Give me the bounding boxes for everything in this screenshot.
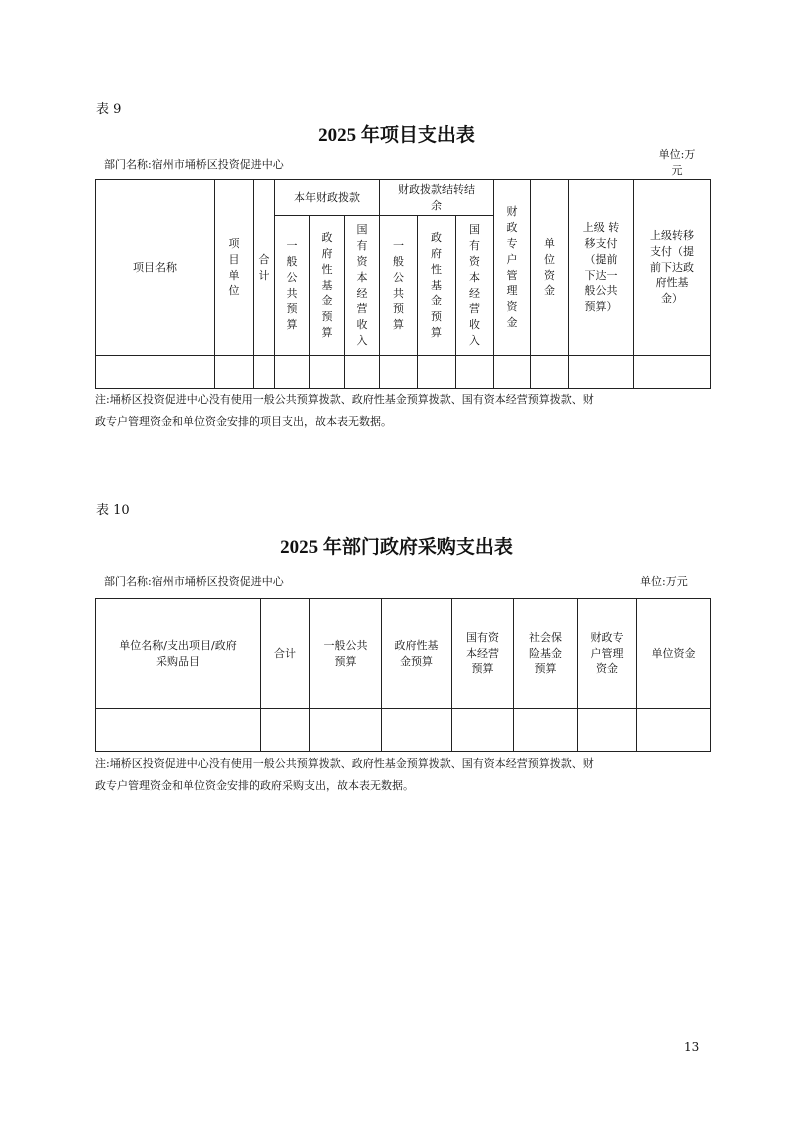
header-name: 单位名称/支出项目/政府 采购品目 — [96, 599, 261, 709]
table10-label: 表 10 — [96, 503, 130, 518]
header-carry-state-capital: 国有资本经营收入 — [456, 216, 494, 356]
table9-note-line2: 政专户管理资金和单位资金安排的项目支出，故本表无数据。 — [95, 415, 392, 428]
header-unit-fund: 单位资金 — [531, 180, 569, 356]
header-general-budget: 一般公共预算 — [275, 216, 310, 356]
header-total: 合计 — [261, 599, 310, 709]
table-row — [96, 356, 711, 389]
header-total: 合计 — [254, 180, 275, 356]
table10 — [95, 598, 711, 752]
header-project-name: 项目名称 — [96, 180, 215, 356]
header-special: 财政专 户管理 资金 — [578, 599, 637, 709]
header-carry-general-budget: 一般公共预算 — [380, 216, 418, 356]
page-number: 13 — [684, 1040, 700, 1054]
header-gov-fund: 政府性基 金预算 — [382, 599, 452, 709]
table9-dept: 部门名称:宿州市埇桥区投资促进中心 — [104, 158, 284, 171]
table10-note — [95, 753, 715, 797]
header-special-mgmt: 财政专户管理资金 — [494, 180, 531, 356]
header-upper-fund: 上级转移 支付（提 前下达政 府性基 金） — [634, 180, 711, 356]
table10-title: 2025 年部门政府采购支出表 — [280, 537, 513, 558]
header-general: 一般公共 预算 — [310, 599, 382, 709]
table9-unit-line1: 单位:万 — [658, 148, 696, 161]
header-carryover: 财政拨款结转结 余 — [380, 180, 494, 216]
header-social: 社会保 险基金 预算 — [514, 599, 578, 709]
table-row — [96, 709, 711, 752]
table10-dept: 部门名称:宿州市埇桥区投资促进中心 — [104, 575, 284, 588]
table10-unit: 单位:万元 — [640, 575, 688, 588]
table10-note-line1: 注:埇桥区投资促进中心没有使用一般公共预算拨款、政府性基金预算拨款、国有资本经营预算拨款、财 — [95, 757, 594, 770]
table9-note-line1: 注:埇桥区投资促进中心没有使用一般公共预算拨款、政府性基金预算拨款、国有资本经营预算拨款、财 — [95, 393, 594, 406]
table9-unit — [652, 146, 702, 178]
header-state-capital: 国有资 本经营 预算 — [452, 599, 514, 709]
header-state-capital: 国有资本经营收入 — [345, 216, 380, 356]
header-carry-gov-fund: 政府性基金预算 — [418, 216, 456, 356]
header-unit-fund: 单位资金 — [637, 599, 711, 709]
table9-title: 2025 年项目支出表 — [318, 125, 475, 146]
table9-note — [95, 389, 715, 433]
table9 — [95, 179, 711, 389]
table9-unit-line2: 元 — [671, 164, 683, 177]
table9-label: 表 9 — [96, 102, 122, 117]
header-gov-fund: 政府性基金预算 — [310, 216, 345, 356]
header-project-unit: 项目单位 — [215, 180, 254, 356]
header-upper-general: 上级 转 移支付 （提前 下达一 般公共 预算） — [569, 180, 634, 356]
header-current-year: 本年财政拨款 — [275, 180, 380, 216]
table10-note-line2: 政专户管理资金和单位资金安排的政府采购支出，故本表无数据。 — [95, 779, 414, 792]
